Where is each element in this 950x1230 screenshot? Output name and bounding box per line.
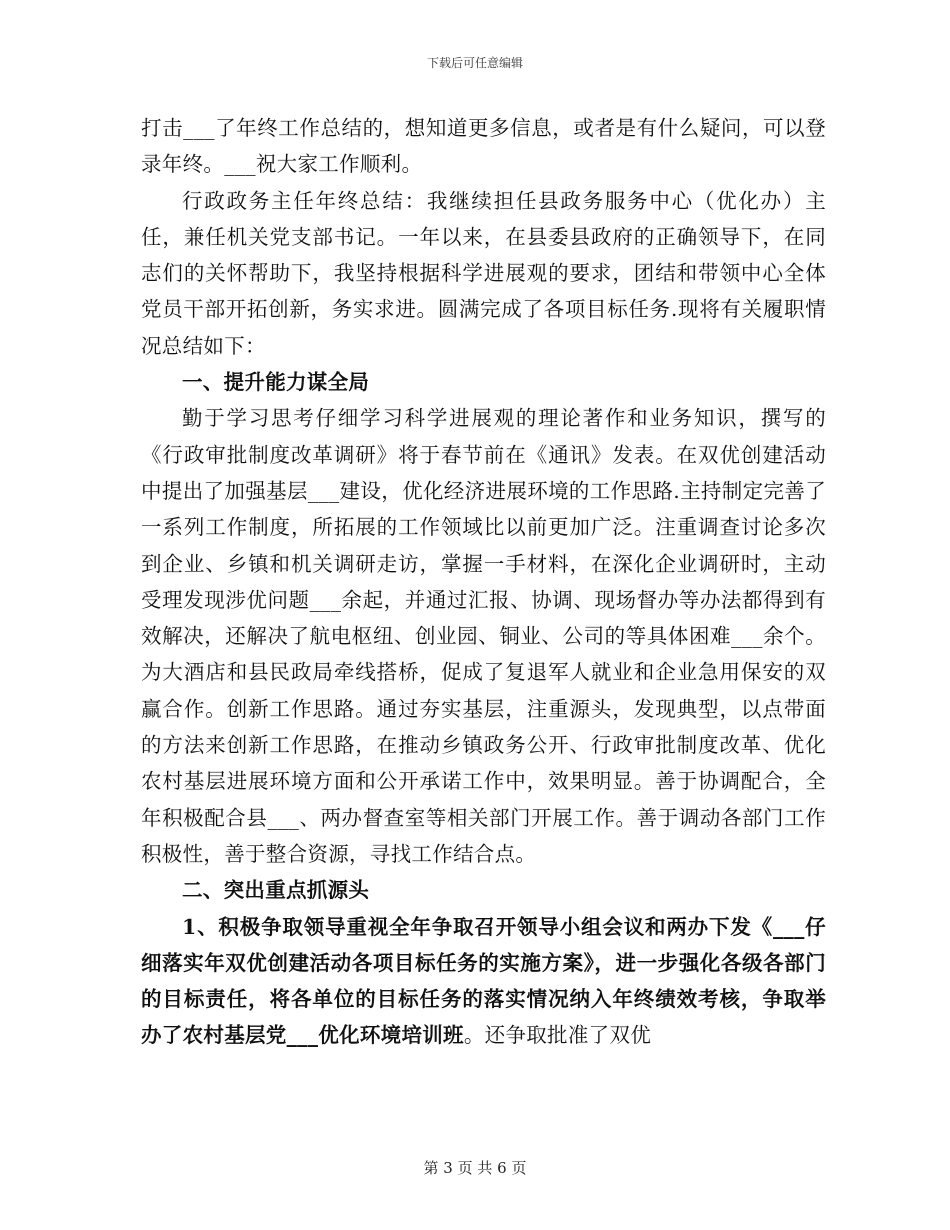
paragraph-section-1-body: 勤于学习思考仔细学习科学进展观的理论著作和业务知识，撰写的《行政审批制度改革调研》将于春节前在《通讯》发表。在双优创建活动中提出了加强基层___建设，优化经济进展环境的工作思路.主持制定完善了一系列工作制度，所拓展的工作领域比以前更加广泛。注重调查讨论多次到企业、乡镇和机关调研走访，掌握一手材料，在深化企业调研时，主动受理发现涉优问题___余起，并通过汇报、协调、现场督办等办法都得到有效解决，还解决了航电枢纽、创业园、铜业、公司的等具体困难___余个。为大酒店和县民政局牵线搭桥，促成了复退军人就业和企业急用保安的双赢合作。创新工作思路。通过夯实基层，注重源头，发现典型，以点带面的方法来创新工作思路，在推动乡镇政务公开、行政审批制度改革、优化农村基层进展环境方面和公开承诺工作中，效果明显。善于协调配合，全年积极配合县___、两办督查室等相关部门开展工作。善于调动各部门工作积极性，善于整合资源，寻找工作结合点。 [141,406,826,866]
page-footer: 第 3 页 共 6 页 [423,1159,527,1177]
paragraph-normal-run: 。还争取批准了双优 [463,1023,652,1048]
header-note: 下载后可任意编辑 [426,56,523,70]
paragraph-section-2-item-1 [141,909,826,1054]
section-heading-2: 二、突出重点抓源头 [182,878,370,903]
paragraph-bold-run: 1、积极争取领导重视全年争取召开领导小组会议和两办下发《___仔细落实年双优创建活动各项目标任务的实施方案》，进一步强化各级各部门的目标责任，将各单位的目标任务的落实情况纳入年终绩效考核，争取举办了农村基层党___优化环境培训班 [141,914,826,1048]
paragraph-intro: 打击___了年终工作总结的，想知道更多信息，或者是有什么疑问，可以登录年终。___祝大家工作顺利。 [141,116,826,177]
paragraph-summary-opening: 行政政务主任年终总结：我继续担任县政务服务中心（优化办）主任，兼任机关党支部书记。一年以来，在县委县政府的正确领导下，在同志们的关怀帮助下，我坚持根据科学进展观的要求，团结和带领中心全体党员干部开拓创新，务实求进。圆满完成了各项目标任务.现将有关履职情况总结如下： [141,188,826,358]
section-heading-1: 一、提升能力谋全局 [182,370,370,395]
document-body [141,110,826,1054]
